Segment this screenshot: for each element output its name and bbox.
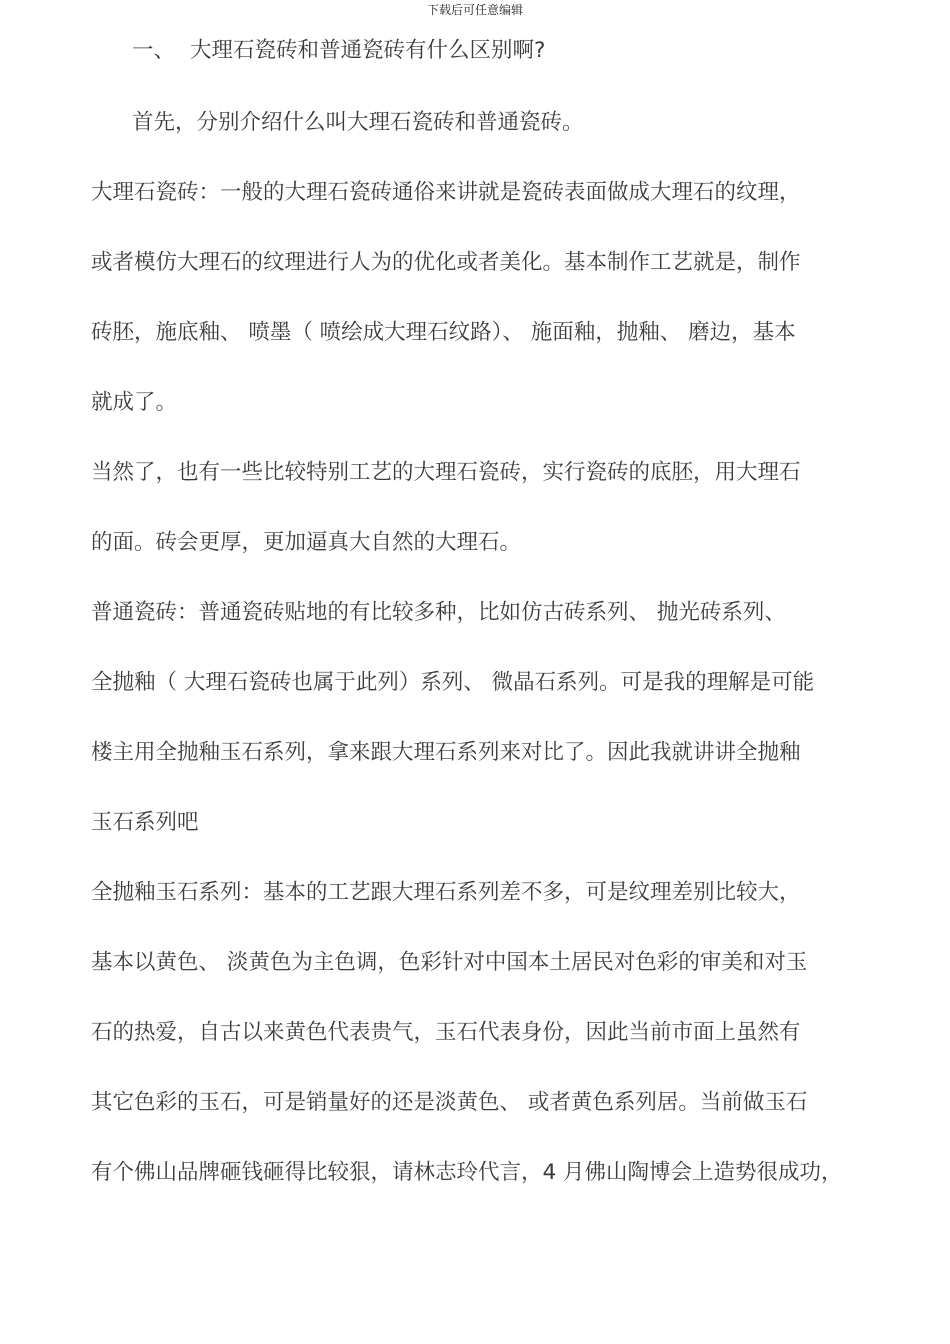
body-line: 石的热爱，自古以来黄色代表贵气，玉石代表身份，因此当前市面上虽然有 [91,1020,801,1045]
body-line: 楼主用全抛釉玉石系列，拿来跟大理石系列来对比了。因此我就讲讲全抛釉 [91,740,801,765]
heading-number: 一、 [132,38,176,63]
body-line: 当然了，也有一些比较特别工艺的大理石瓷砖，实行瓷砖的底胚，用大理石 [91,460,801,485]
body-line: 就成了。 [91,390,178,415]
heading-text: 大理石瓷砖和普通瓷砖有什么区别啊? [190,38,546,63]
page-header: 下载后可任意编辑 [426,3,523,17]
body-line: 玉石系列吧 [91,810,199,835]
body-line: 其它色彩的玉石，可是销量好的还是淡黄色、 或者黄色系列居。当前做玉石 [91,1090,808,1115]
body-line: 全抛釉（ 大理石瓷砖也属于此列）系列、 微晶石系列。可是我的理解是可能 [91,670,815,695]
body-line: 大理石瓷砖：一般的大理石瓷砖通俗来讲就是瓷砖表面做成大理石的纹理， [91,180,801,205]
body-line: 全抛釉玉石系列：基本的工艺跟大理石系列差不多，可是纹理差别比较大， [91,880,801,905]
body-line: 或者模仿大理石的纹理进行人为的优化或者美化。基本制作工艺就是，制作 [91,250,801,275]
body-line: 的面。砖会更厚，更加逼真大自然的大理石。 [91,530,522,555]
body-line: 有个佛山品牌砸钱砸得比较狠，请林志玲代言，4 月佛山陶博会上造势很成功， [91,1160,843,1185]
body-line: 砖胚，施底釉、 喷墨（ 喷绘成大理石纹路）、 施面釉，抛釉、 磨边，基本 [91,320,796,345]
body-line: 基本以黄色、 淡黄色为主色调，色彩针对中国本土居民对色彩的审美和对玉 [91,950,808,975]
section-heading [132,37,545,65]
intro-line: 首先，分别介绍什么叫大理石瓷砖和普通瓷砖。 [132,110,584,135]
body-line: 普通瓷砖：普通瓷砖贴地的有比较多种，比如仿古砖系列、 抛光砖系列、 [91,600,786,625]
